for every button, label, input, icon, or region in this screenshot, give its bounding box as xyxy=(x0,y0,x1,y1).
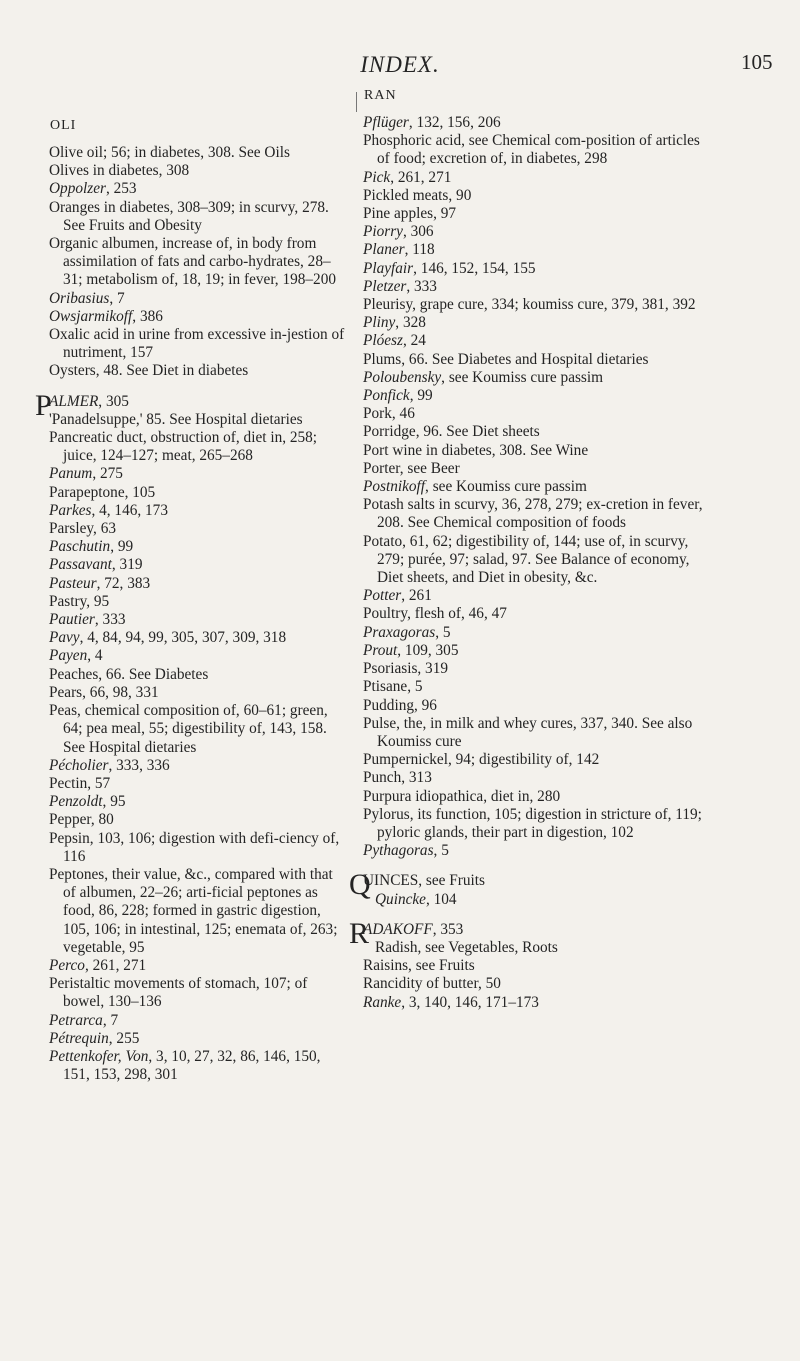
index-entry xyxy=(363,605,703,623)
index-entry xyxy=(49,775,349,793)
index-entry xyxy=(363,369,703,387)
entry-references: , 3, 140, 146, 171–173 xyxy=(401,993,539,1011)
index-entry xyxy=(363,223,703,241)
entry-references: of butter, 50 xyxy=(422,975,501,993)
index-entry xyxy=(363,442,703,460)
index-entry xyxy=(49,593,349,611)
entry-term: Ptisane xyxy=(363,678,408,696)
entry-references: , 261 xyxy=(401,587,432,605)
entry-term: Psoriasis xyxy=(363,660,418,678)
entry-term: Pylorus xyxy=(363,805,410,823)
left-entries xyxy=(35,144,349,1084)
entry-references: , see Koumiss cure passim xyxy=(425,478,587,496)
entry-references: , 66. See Diabetes and Hospital dietaries xyxy=(401,350,649,368)
entry-references: , 4, 146, 173 xyxy=(91,501,168,519)
index-entry xyxy=(49,199,349,235)
entry-references: , 104 xyxy=(425,890,457,908)
entry-term: Peptones xyxy=(49,865,105,883)
entry-references: , 95 xyxy=(86,592,110,610)
entry-term: Pectin xyxy=(49,774,88,792)
drop-capital: Q xyxy=(349,868,371,902)
entry-term: Poloubensky xyxy=(363,368,442,386)
entry-term: Pears xyxy=(49,683,83,701)
index-entry xyxy=(363,278,703,296)
left-column xyxy=(35,118,349,1084)
index-entry xyxy=(49,629,349,647)
entry-references: , 24 xyxy=(402,332,426,350)
entry-term: Rancidity xyxy=(363,975,423,993)
entry-references: , 333, 336 xyxy=(108,756,170,774)
index-entry xyxy=(49,811,349,829)
entry-references: , 275 xyxy=(92,465,123,483)
entry-references: , 4 xyxy=(87,647,103,665)
index-entry xyxy=(49,957,349,975)
right-column xyxy=(349,88,703,1012)
entry-references: , flesh of, 46, 47 xyxy=(407,605,507,623)
entry-term: Raisins xyxy=(363,957,409,975)
entry-references: , see Vegetables, Roots xyxy=(417,938,558,956)
entry-term: Potash salts xyxy=(363,496,435,514)
index-entry xyxy=(363,460,703,478)
entry-references: , obstruction of, diet in, 258; juice, 124–127; meat, 265–268 xyxy=(63,429,318,465)
index-entry xyxy=(49,180,349,198)
index-entry xyxy=(363,939,703,957)
entry-references: , 97 xyxy=(433,205,457,223)
entry-term: Pettenkofer, Von xyxy=(49,1047,149,1065)
drop-capital: R xyxy=(349,916,370,950)
entry-term: Port wine xyxy=(363,441,423,459)
entry-references: , 7 xyxy=(102,1011,119,1029)
entry-term: Parapeptone xyxy=(49,483,125,501)
entry-term: Ponfick xyxy=(363,387,410,405)
entry-term: Oranges xyxy=(49,198,100,216)
index-entry xyxy=(363,660,703,678)
index-entry xyxy=(363,314,703,332)
entry-references: , 4, 84, 94, 99, 305, 307, 309, 318 xyxy=(79,629,287,647)
entry-term: Pasteur xyxy=(49,574,97,592)
index-entry xyxy=(49,235,349,290)
entry-references: , see Koumiss cure passim xyxy=(441,368,604,386)
entry-term: Pautier xyxy=(49,611,95,629)
entry-term: Pétrequin xyxy=(49,1029,109,1047)
entry-term: Phosphoric acid xyxy=(363,132,462,150)
index-entry xyxy=(49,975,349,1011)
entry-references: , 103, 106; digestion with defi-ciency of, 116 xyxy=(63,829,340,865)
index-entry xyxy=(363,114,703,132)
entry-term: Pepper xyxy=(49,811,91,829)
section-gap xyxy=(363,909,703,921)
index-entry xyxy=(363,975,703,993)
index-entry xyxy=(49,611,349,629)
entry-references: , 146, 152, 154, 155 xyxy=(413,259,536,277)
index-entry xyxy=(49,757,349,775)
index-entry xyxy=(363,697,703,715)
entry-term: Pavy xyxy=(49,629,80,647)
entry-term: Poultry xyxy=(363,605,408,623)
index-entry xyxy=(49,1012,349,1030)
index-entry xyxy=(363,842,703,860)
entry-references: , 5 xyxy=(435,623,451,641)
entry-term: Olives in diabetes, 308 xyxy=(49,162,190,180)
index-entry xyxy=(363,351,703,369)
section-gap xyxy=(49,381,349,393)
entry-references: , chemical composition of, 60–61; green, 64; pea meal, 55; digestibility of, 143, 158. See Hospital dietaries xyxy=(63,702,328,756)
entry-references: , 386 xyxy=(132,307,163,325)
entry-term: Passavant xyxy=(49,556,112,574)
entry-references: , 95 xyxy=(102,793,126,811)
entry-term: Prout xyxy=(363,641,398,659)
index-entry xyxy=(49,866,349,957)
entry-references: , 109, 305 xyxy=(397,641,459,659)
index-entry xyxy=(363,751,703,769)
entry-references: , its function, 105; digestion in stricture of, 119; pyloric glands, their part in digestion, 102 xyxy=(377,805,702,841)
entry-references: , 261, 271 xyxy=(84,956,147,974)
section-gap xyxy=(363,860,703,872)
entry-references: , 118 xyxy=(404,241,435,259)
index-entry xyxy=(49,162,349,180)
entry-term: Oxalic acid xyxy=(49,326,120,344)
entry-references: , see Fruits xyxy=(418,872,485,890)
right-column-guide-word: RAN xyxy=(364,88,397,103)
entry-term: Paschutin xyxy=(49,538,111,556)
entry-references: , 57 xyxy=(87,774,111,792)
entry-references: , see Beer xyxy=(399,459,460,477)
entry-references: , 105 xyxy=(124,483,156,501)
entry-term: Porter xyxy=(363,459,400,477)
index-entry xyxy=(49,429,349,465)
entry-references: , see Chemical com-position of articles of food; excretion of, in diabetes, 298 xyxy=(377,132,700,168)
entry-references: , 333 xyxy=(94,611,126,629)
entry-references: , 80 xyxy=(90,811,114,829)
index-entry xyxy=(363,624,703,642)
index-entry xyxy=(363,891,703,909)
entry-references: ; 56; in diabetes, 308. See Oils xyxy=(102,144,290,161)
entry-references: , 333 xyxy=(406,277,437,295)
entry-term: Ranke xyxy=(363,993,402,1011)
entry-references: , increase of, in body from assimilation of fats and carbo-hydrates, 28–31; metabolism of, 18, 19; in fever, 198–200 xyxy=(63,235,336,289)
entry-term: Perco xyxy=(49,956,85,974)
index-entry xyxy=(49,666,349,684)
entry-references: , 261, 271 xyxy=(390,168,452,186)
entry-references: , 305 xyxy=(98,392,129,410)
index-entry xyxy=(363,957,703,975)
index-entry xyxy=(363,642,703,660)
entry-term: Pliny xyxy=(363,314,396,332)
entry-references: , 96 xyxy=(414,696,437,714)
index-entry xyxy=(363,496,703,532)
index-entry xyxy=(363,405,703,423)
entry-term: Oppolzer xyxy=(49,180,106,198)
entry-term: Peaches xyxy=(49,665,99,683)
entry-term: Panum xyxy=(49,465,93,483)
entry-term: Potato xyxy=(363,532,403,550)
entry-term: Pickled meats xyxy=(363,186,449,204)
index-entry xyxy=(363,205,703,223)
entry-term: Pumpernickel xyxy=(363,751,448,769)
index-entry xyxy=(49,556,349,574)
index-entry xyxy=(49,144,349,162)
entry-term: Porridge xyxy=(363,423,416,441)
index-entry xyxy=(49,465,349,483)
entry-term: Pulse xyxy=(363,714,397,732)
entry-term: Owsjarmikoff xyxy=(49,307,133,325)
left-column-guide-word: OLI xyxy=(50,118,77,133)
entry-term: Purpura idiopathica xyxy=(363,787,484,805)
entry-references: in urine from excessive in-jestion of nutriment, 157 xyxy=(63,326,345,362)
entry-references: in diabetes, 308–309; in scurvy, 278. See Fruits and Obesity xyxy=(63,198,329,234)
entry-references: , 5 xyxy=(433,842,449,860)
entry-references: , 132, 156, 206 xyxy=(408,114,501,131)
entry-references: , 306 xyxy=(402,223,434,241)
entry-references: , 96. See Diet sheets xyxy=(415,423,540,441)
entry-references: , grape cure, 334; koumiss cure, 379, 381, 392 xyxy=(412,296,696,314)
right-entries xyxy=(349,114,703,1012)
entry-references: , 66, 98, 331 xyxy=(82,683,159,701)
entry-term: Peas xyxy=(49,702,78,720)
index-entry xyxy=(363,533,703,588)
index-entry xyxy=(363,296,703,314)
entry-term: Oribasius xyxy=(49,289,110,307)
entry-term: Potter xyxy=(363,587,402,605)
entry-term: Parsley xyxy=(49,520,94,538)
entry-term: Pécholier xyxy=(49,756,109,774)
index-entry xyxy=(363,806,703,842)
entry-term: Organic albumen xyxy=(49,235,155,253)
entry-term: Praxagoras xyxy=(363,623,436,641)
entry-term: Pick xyxy=(363,168,391,186)
index-entry xyxy=(49,411,349,429)
entry-term: Pastry xyxy=(49,592,87,610)
entry-term: Parkes xyxy=(49,501,92,519)
entry-references: of stomach, 107; of bowel, 130–136 xyxy=(63,975,308,1011)
entry-references: , 99 xyxy=(409,387,433,405)
entry-references: , 46 xyxy=(391,405,415,423)
entry-term: Pflüger xyxy=(363,114,409,131)
index-entry xyxy=(49,793,349,811)
index-entry xyxy=(49,538,349,556)
entry-references: , 253 xyxy=(105,180,137,198)
entry-references: , 48. See Diet in diabetes xyxy=(95,362,249,380)
index-entry xyxy=(363,769,703,787)
entry-term: Payen xyxy=(49,647,88,665)
index-entry xyxy=(363,678,703,696)
entry-term: Olive oil xyxy=(49,144,103,161)
entry-term: Playfair xyxy=(363,259,414,277)
entry-term: Piorry xyxy=(363,223,403,241)
entry-term: Petrarca xyxy=(49,1011,103,1029)
entry-references: , 61, 62; digestibility of, 144; use of, in scurvy, 279; purée, 97; salad, 97. See Balance of economy, Diet sheets, and Diet in obesity, &c. xyxy=(377,532,690,587)
index-entry xyxy=(363,387,703,405)
index-entry xyxy=(49,308,349,326)
entry-references: , 353 xyxy=(432,920,464,938)
index-entry xyxy=(49,362,349,380)
entry-references: , 313 xyxy=(401,769,432,787)
index-entry xyxy=(363,187,703,205)
entry-term: Plums xyxy=(363,350,402,368)
entry-references: , 328 xyxy=(395,314,426,332)
entry-references: in scurvy, 36, 278, 279; ex-cretion in fever, 208. See Chemical composition of foods xyxy=(377,496,703,532)
index-entry xyxy=(49,684,349,702)
entry-term: Oysters xyxy=(49,362,96,380)
entry-term: Postnikoff xyxy=(363,478,426,496)
entry-term: ADAKOFF xyxy=(363,920,433,938)
entry-term: Pepsin xyxy=(49,829,90,847)
index-entry xyxy=(363,132,703,168)
index-entry xyxy=(49,702,349,757)
entry-references: , the, in milk and whey cures, 337, 340. See also Koumiss cure xyxy=(377,714,693,750)
entry-references: , 99 xyxy=(110,538,134,556)
entry-references: , 72, 383 xyxy=(96,574,151,592)
entry-references: , 319 xyxy=(111,556,143,574)
index-entry xyxy=(49,647,349,665)
entry-references: , 255 xyxy=(108,1029,140,1047)
page-number: 105 xyxy=(741,50,773,74)
entry-references: , 319 xyxy=(417,660,448,678)
index-entry xyxy=(49,520,349,538)
entry-term: Pythagoras xyxy=(363,842,434,860)
column-divider xyxy=(356,92,357,112)
entry-term: Pleurisy xyxy=(363,296,413,314)
index-entry xyxy=(49,575,349,593)
entry-references: , see Fruits xyxy=(408,957,475,975)
index-entry xyxy=(363,715,703,751)
index-entry xyxy=(49,1048,349,1084)
running-title: INDEX. xyxy=(360,52,440,77)
entry-references: , 63 xyxy=(93,520,116,538)
index-entry xyxy=(49,830,349,866)
entry-term: Pletzer xyxy=(363,277,407,295)
index-entry xyxy=(363,169,703,187)
entry-term: Pine apples xyxy=(363,205,434,223)
entry-term: Pork xyxy=(363,405,392,423)
entry-term: Plóesz xyxy=(363,332,403,350)
entry-term: Radish xyxy=(375,938,418,956)
index-entry xyxy=(363,260,703,278)
entry-references: , 90 xyxy=(448,186,472,204)
index-entry xyxy=(363,332,703,350)
index-entry xyxy=(49,290,349,308)
entry-term: UINCES xyxy=(363,872,419,890)
entry-references: , their value, &c., compared with that of albumen, 22–26; arti-ficial peptones as food, 86, 228; formed in gastric digestion, 105, 106; in intestinal, 125; enemata of, 263; vegetable, 95 xyxy=(63,865,338,956)
entry-references: , 66. See Diabetes xyxy=(98,665,209,683)
entry-references: , 3, 10, 27, 32, 86, 146, 150, 151, 153, 298, 301 xyxy=(63,1047,321,1084)
index-entry xyxy=(363,994,703,1012)
entry-term: Penzoldt xyxy=(49,793,103,811)
index-entry xyxy=(363,587,703,605)
entry-references: in diabetes, 308. See Wine xyxy=(422,441,589,459)
entry-term: Pudding xyxy=(363,696,414,714)
entry-term: Punch xyxy=(363,769,402,787)
drop-capital: P xyxy=(35,388,52,422)
index-entry xyxy=(49,484,349,502)
entry-term: Peristaltic movements xyxy=(49,975,185,993)
entry-references: , diet in, 280 xyxy=(483,787,561,805)
index-entry xyxy=(49,502,349,520)
entry-term: ALMER xyxy=(49,392,99,410)
index-entry xyxy=(49,326,349,362)
index-entry xyxy=(363,241,703,259)
index-entry xyxy=(363,788,703,806)
index-entry xyxy=(363,423,703,441)
entry-references: , 94; digestibility of, 142 xyxy=(447,751,600,769)
entry-term: Pancreatic duct xyxy=(49,429,143,447)
entry-references: , 7 xyxy=(109,289,125,307)
entry-references: , 5 xyxy=(407,678,423,696)
entry-references: 'Panadelsuppe,' 85. See Hospital dietaries xyxy=(49,410,303,428)
index-entry xyxy=(363,478,703,496)
entry-term: Planer xyxy=(363,241,405,259)
entry-term: Quincke xyxy=(375,890,426,908)
index-entry xyxy=(49,1030,349,1048)
